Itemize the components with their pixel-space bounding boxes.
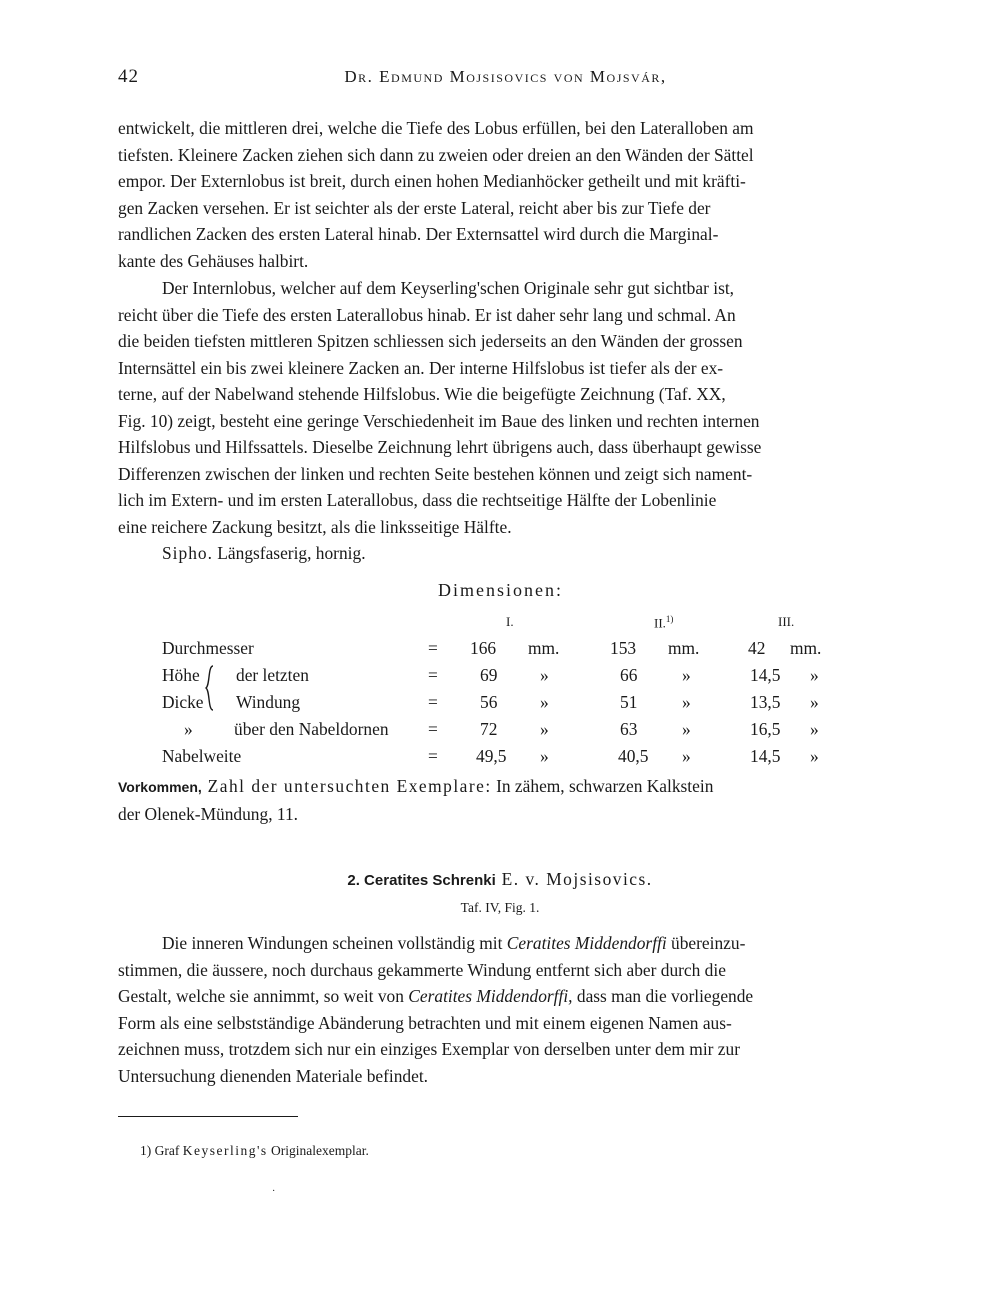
footnote-text: Graf: [151, 1143, 183, 1158]
text-line: eine reichere Zackung besitzt, als die linksseitige Hälfte.: [118, 516, 512, 537]
text-line: Hilfslobus und Hilfssattels. Dieselbe Zeichnung lehrt übrigens auch, dass überhaupt gewisse: [118, 437, 762, 457]
text-segment: Die inneren Windungen scheinen vollständig mit: [162, 933, 507, 953]
unit-cell: »: [682, 746, 691, 766]
unit-cell: mm.: [790, 638, 822, 658]
row-label: Höhe: [162, 665, 200, 685]
unit-cell: »: [810, 746, 819, 766]
sipho-label: Sipho.: [162, 543, 213, 563]
value-cell: 72: [480, 719, 498, 739]
occurrence-text: der Olenek-Mündung, 11.: [118, 804, 298, 824]
text-line: Form als eine selbstständige Abänderung betrachten und mit einem eigenen Namen aus-: [118, 1012, 732, 1033]
occurrence-text: In zähem, schwarzen Kalkstein: [491, 776, 714, 796]
text-line: terne, auf der Nabelwand stehende Hilfslobus. Wie die beigefügte Zeichnung (Taf. XX,: [118, 384, 726, 404]
value-cell: 40,5: [618, 746, 649, 766]
text-segment: dass man die vorliegende: [572, 986, 754, 1006]
unit-cell: »: [540, 692, 549, 712]
unit-cell: »: [810, 719, 819, 739]
unit-cell: »: [682, 692, 691, 712]
text-line: gen Zacken versehen. Er ist seichter als der erste Lateral, reicht aber bis zur Tiefe der: [118, 197, 711, 218]
taxon-name: Ceratites Middendorffi,: [408, 986, 573, 1006]
col-header: III.: [778, 614, 795, 629]
plate-reference: Taf. IV, Fig. 1.: [460, 900, 540, 915]
stray-mark: ·: [272, 1186, 276, 1197]
value-cell: 66: [620, 665, 638, 685]
text-line: stimmen, die äussere, noch durchaus gekammerte Windung entfernt sich aber durch die: [118, 959, 726, 980]
text-line: entwickelt, die mittleren drei, welche die Tiefe des Lobus erfüllen, bei den Lateralloben am: [118, 118, 754, 138]
text-line: Untersuchung dienenden Materiale befindet.: [118, 1065, 429, 1086]
text-line: empor. Der Externlobus ist breit, durch einen hohen Medianhöcker getheilt und mit kräfti-: [118, 171, 746, 191]
section-heading: [0, 869, 1000, 890]
species-name: 2. Ceratites Schrenki: [347, 872, 496, 889]
text-line: zeichnen muss, trotzdem sich nur ein einziges Exemplar von derselben unter dem mir zur: [118, 1039, 740, 1059]
taxon-name: Ceratites Middendorffi: [506, 933, 667, 953]
paragraph-lobenlinie: [118, 115, 893, 274]
footnote-ref: 1): [665, 614, 674, 624]
value-cell: 42: [748, 638, 766, 658]
footnote-text: Originalexemplar.: [267, 1143, 369, 1158]
text-line: die beiden tiefsten mittleren Spitzen schliessen sich jederseits an den Wänden der grossen: [118, 331, 743, 351]
brace-mark: [204, 665, 218, 711]
text-line: Internsättel ein bis zwei kleinere Zacken an. Der interne Hilfslobus ist tiefer als der ex-: [118, 357, 724, 378]
value-cell: 56: [480, 692, 498, 712]
text-line: Differenzen zwischen der linken und rechten Seite bestehen können und zeigt sich nament-: [118, 463, 753, 484]
text-segment: Gestalt, welche sie annimmt, so weit von: [118, 986, 409, 1006]
text-line: tiefsten. Kleinere Zacken ziehen sich dann zu zweien oder dreien an den Wänden der Sättel: [118, 144, 754, 165]
running-title: Dr. Edmund Mojsisovics von Mojsvár,: [344, 67, 667, 86]
value-cell: 51: [620, 692, 638, 712]
value-cell: 166: [470, 638, 497, 658]
col-header: II.$^{1)}$: [654, 614, 674, 631]
footnote-divider: [118, 1116, 298, 1117]
row-label: der letzten: [236, 665, 309, 685]
occurrence-paragraph: [118, 773, 893, 828]
paragraph-schrenki: [118, 930, 893, 1089]
row-label: Nabelweite: [162, 746, 242, 766]
text-line: Fig. 10) zeigt, besteht eine geringe Verschiedenheit im Baue des linken und rechten internen: [118, 410, 760, 431]
equals-sign: =: [428, 638, 438, 658]
footnote-name: Keyserling's: [182, 1143, 268, 1158]
text-segment: übereinzu-: [666, 933, 746, 953]
value-cell: 14,5: [750, 746, 781, 766]
text-line: kante des Gehäuses halbirt.: [118, 250, 309, 271]
value-cell: 69: [480, 665, 498, 685]
text-line: reicht über die Tiefe des ersten Laterallobus hinab. Er ist daher sehr lang und schmal. An: [118, 304, 736, 325]
running-head: [118, 66, 893, 96]
value-cell: 153: [610, 638, 637, 658]
unit-cell: »: [540, 665, 549, 685]
unit-cell: »: [682, 665, 691, 685]
row-label: Dicke: [162, 692, 204, 712]
row-label: über den Nabeldornen: [234, 719, 389, 739]
footnote: [140, 1143, 369, 1159]
value-cell: 16,5: [750, 719, 781, 739]
occurrence-label: Vorkommen,: [118, 779, 202, 795]
occurrence-spaced: Zahl der untersuchten Exemplare:: [201, 776, 492, 796]
unit-cell: mm.: [668, 638, 700, 658]
text-line: randlichen Zacken des ersten Lateral hinab. Der Externsattel wird durch die Marginal-: [118, 224, 719, 244]
unit-cell: »: [810, 692, 819, 712]
value-cell: 49,5: [476, 746, 507, 766]
text-line: Der Internlobus, welcher auf dem Keyserling'schen Originale sehr gut sichtbar ist,: [162, 278, 735, 298]
unit-cell: »: [540, 719, 549, 739]
equals-sign: =: [428, 719, 438, 739]
unit-cell: »: [682, 719, 691, 739]
value-cell: 63: [620, 719, 638, 739]
col-header: I.: [506, 614, 514, 629]
species-author: E. v. Mojsisovics.: [495, 869, 653, 889]
paragraph-internlobus: [118, 275, 893, 540]
value-cell: 13,5: [750, 692, 781, 712]
row-label: Durchmesser: [162, 638, 254, 658]
row-label: »: [184, 719, 193, 739]
equals-sign: =: [428, 692, 438, 712]
unit-cell: »: [540, 746, 549, 766]
text-line: lich im Extern- und im ersten Laterallobus, dass die rechtseitige Hälfte der Lobenlinie: [118, 490, 717, 510]
footnote-mark: 1): [140, 1143, 152, 1158]
sipho-line: [162, 540, 937, 567]
unit-cell: »: [810, 665, 819, 685]
unit-cell: mm.: [528, 638, 560, 658]
row-label: Windung: [236, 692, 301, 712]
equals-sign: =: [428, 665, 438, 685]
sipho-text: Längsfaserig, hornig.: [212, 543, 366, 563]
equals-sign: =: [428, 746, 438, 766]
dimensions-title: Dimensionen:: [438, 580, 563, 600]
page-number: 42: [118, 66, 139, 87]
value-cell: 14,5: [750, 665, 781, 685]
